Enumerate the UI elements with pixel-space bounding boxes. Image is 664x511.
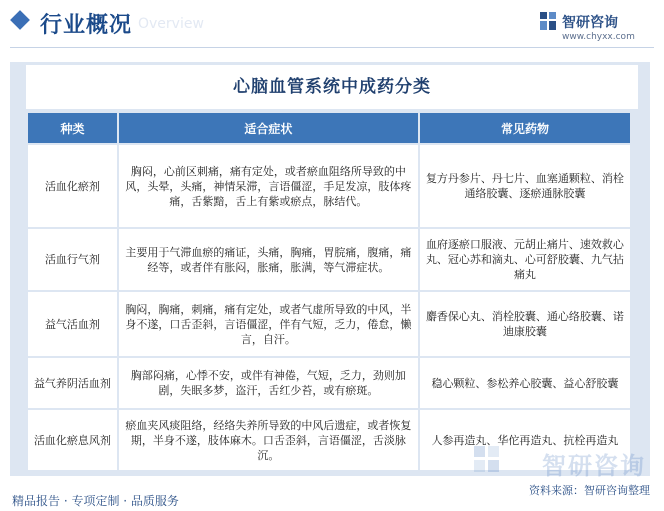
brand-name: 智研咨询	[562, 15, 618, 31]
category-cell: 活血化瘀息风剂	[28, 410, 117, 470]
header-divider	[10, 47, 654, 48]
drugs-cell: 复方丹参片、丹七片、血塞通颗粒、消栓通络胶囊、逐瘀通脉胶囊	[420, 145, 630, 227]
source-note: 资料来源：智研咨询整理	[529, 484, 650, 497]
diamond-icon	[10, 10, 30, 30]
page-header	[0, 0, 664, 52]
symptoms-cell: 瘀血夹风痰阻络，经络失养所导致的中风后遗症，或者恢复期，半身不遂，肢体麻木。口舌歪斜，言语僵涩，舌淡脉沉。	[119, 410, 418, 470]
table-header-row	[28, 113, 630, 143]
category-cell: 活血行气剂	[28, 229, 117, 290]
column-header-drugs: 常见药物	[420, 113, 630, 143]
category-cell: 益气活血剂	[28, 292, 117, 356]
table-title: 心脑血管系统中成药分类	[26, 65, 638, 109]
table-row	[28, 229, 630, 290]
brand-mark-icon	[540, 12, 556, 30]
category-cell: 益气养阴活血剂	[28, 358, 117, 408]
drugs-cell: 人参再造丸、华佗再造丸、抗栓再造丸	[420, 410, 630, 470]
brand-logo	[540, 12, 650, 46]
classification-table	[26, 111, 632, 472]
symptoms-cell: 胸闷，胸痛，刺痛，痛有定处，或者气虚所导致的中风，半身不遂，口舌歪斜，言语僵涩，伴有气短，乏力，倦怠，懒言，自汗。	[119, 292, 418, 356]
drugs-cell: 稳心颗粒、参松养心胶囊、益心舒胶囊	[420, 358, 630, 408]
table-row	[28, 145, 630, 227]
section-title: 行业概况	[40, 13, 133, 38]
table-row	[28, 410, 630, 470]
category-cell: 活血化瘀剂	[28, 145, 117, 227]
table-row	[28, 358, 630, 408]
footer-tagline: 精品报告 · 专项定制 · 品质服务	[12, 494, 179, 508]
column-header-symptoms: 适合症状	[119, 113, 418, 143]
watermark-brand-text: 智研咨询	[542, 452, 646, 480]
watermark-logo-icon	[474, 446, 500, 472]
symptoms-cell: 主要用于气滞血瘀的痛证，头痛，胸痛，胃脘痛，腹痛，痛经等，或者伴有胀闷，胀痛，胀满，等气滞症状。	[119, 229, 418, 290]
drugs-cell: 麝香保心丸、消栓胶囊、通心络胶囊、诺迪康胶囊	[420, 292, 630, 356]
page-footer	[0, 480, 664, 511]
brand-url: www.chyxx.com	[562, 32, 635, 42]
drugs-cell: 血府逐瘀口服液、元胡止痛片、速效救心丸、冠心苏和滴丸、心可舒胶囊、九气拈痛丸	[420, 229, 630, 290]
header-watermark-text: Overview	[138, 16, 204, 32]
table-row	[28, 292, 630, 356]
column-header-category: 种类	[28, 113, 117, 143]
symptoms-cell: 胸闷，心前区刺痛，痛有定处，或者瘀血阻络所导致的中风，头晕，头痛，神情呆滞，言语僵涩，手足发凉，肢体疼痛，舌紫黯，舌上有紫或瘀点，脉结代。	[119, 145, 418, 227]
symptoms-cell: 胸部闷痛，心悸不安，或伴有神倦，气短，乏力，劲则加剧，失眠多梦，盗汗，舌红少苔，或有瘀斑。	[119, 358, 418, 408]
